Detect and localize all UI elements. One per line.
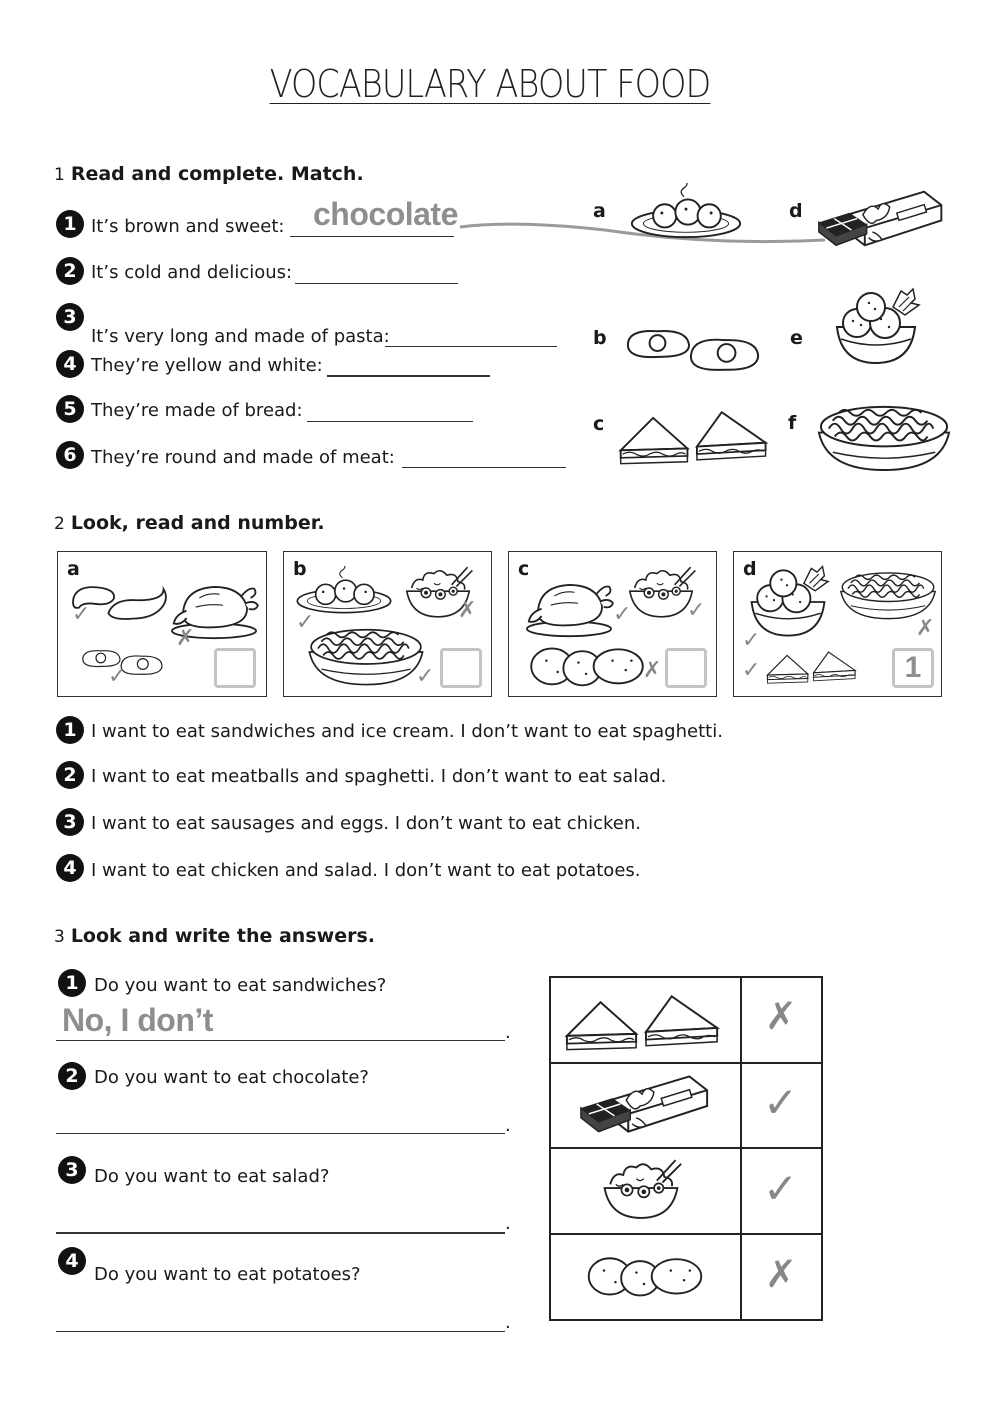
page-title: VOCABULARY ABOUT FOOD [269,62,711,106]
item-6-answer-line[interactable] [402,467,566,468]
period: . [505,1213,511,1234]
tick-mark: ✓ [742,658,761,683]
question-1-text: Do you want to eat sandwiches? [94,975,387,996]
meatballs-icon [628,183,744,241]
section-2-heading: 2 Look, read and number. [54,512,325,534]
box-b-number-input[interactable] [440,648,482,688]
sentence-2-text: I want to eat meatballs and spaghetti. I don’t want to eat salad. [91,766,667,787]
sandwiches-icon [561,992,729,1052]
box-a-letter: a [67,558,80,580]
spaghetti-icon [306,622,426,688]
item-1-text: It’s brown and sweet: [91,216,285,237]
item-1-answer: chocolate [313,196,458,232]
question-3-text: Do you want to eat salad? [94,1166,330,1187]
cross-mark: ✗ [916,616,935,641]
tick-mark: ✓ [72,602,91,627]
item-1-number: 1 [56,210,84,238]
item-1-answer-line[interactable] [290,236,454,237]
item-3-answer-line[interactable] [385,346,557,347]
question-2-number: 2 [58,1062,86,1090]
table-row-divider [551,1062,821,1064]
item-4-text: They’re yellow and white: [91,355,323,376]
section-1-heading: 1 Read and complete. Match. [54,163,364,185]
box-b-letter: b [293,558,307,580]
fried-eggs-icon [620,323,768,373]
cross-mark: ✗ [643,658,662,683]
table-row-divider [551,1233,821,1235]
picture-box-c [508,551,717,697]
sentence-2-number: 2 [56,761,84,789]
sentence-1-number: 1 [56,716,84,744]
question-2-text: Do you want to eat chocolate? [94,1067,369,1088]
tick-mark: ✓ [742,628,761,653]
cross-mark: ✗ [458,598,477,623]
item-4-number: 4 [56,350,84,378]
item-6-number: 6 [56,441,84,469]
question-4-text: Do you want to eat potatoes? [94,1264,361,1285]
section-3-heading: 3 Look and write the answers. [54,925,375,947]
tick-mark: ✓ [613,602,632,627]
sentence-3-text: I want to eat sausages and eggs. I don’t want to eat chicken. [91,813,641,834]
item-6-text: They’re round and made of meat: [91,447,395,468]
question-2-answer-line[interactable] [56,1133,505,1134]
sentence-4-text: I want to eat chicken and salad. I don’t want to eat potatoes. [91,860,641,881]
table-row-4-mark: ✗ [765,1252,797,1296]
box-c-number-input[interactable] [665,648,707,688]
box-a-number-input[interactable] [214,648,256,688]
spaghetti-icon [838,566,938,622]
item-3-number: 3 [56,303,84,331]
chocolate-bar-icon [577,1070,715,1140]
chicken-icon [523,574,615,638]
meatballs-icon [294,566,394,616]
period: . [505,1022,511,1043]
item-5-number: 5 [56,395,84,423]
tick-mark: ✓ [108,664,127,689]
ice-cream-icon [830,287,922,367]
item-2-answer-line[interactable] [295,283,458,284]
picture-box-b [283,551,492,697]
picture-c-letter: c [593,413,605,435]
sandwiches-icon [764,648,862,686]
tick-mark: ✓ [416,664,435,689]
sentence-4-number: 4 [56,854,84,882]
item-2-text: It’s cold and delicious: [91,262,293,283]
question-1-number: 1 [58,969,86,997]
sentence-3-number: 3 [56,808,84,836]
sandwiches-icon [615,408,777,466]
picture-box-d [733,551,942,697]
item-4-answer-line[interactable] [327,375,490,377]
box-d-letter: d [743,558,757,580]
item-5-answer-line[interactable] [307,421,473,422]
item-2-number: 2 [56,257,84,285]
item-5-text: They’re made of bread: [91,400,303,421]
potatoes-icon [583,1246,707,1302]
table-row-2-mark: ✓ [763,1078,799,1127]
box-c-letter: c [518,558,530,580]
question-1-answer: No, I don’t [62,1002,213,1038]
table-row-1-mark: ✗ [765,994,797,1038]
item-3-text: It’s very long and made of pasta: [91,326,390,347]
question-1-answer-line[interactable] [56,1040,505,1041]
chocolate-bar-icon [815,186,949,253]
period: . [505,1115,511,1136]
question-3-answer-line[interactable] [56,1232,505,1234]
picture-f-letter: f [788,412,797,434]
question-4-number: 4 [58,1247,86,1275]
tick-mark: ✓ [687,598,706,623]
cross-mark: ✗ [176,626,195,651]
question-3-number: 3 [58,1156,86,1184]
picture-a-letter: a [593,200,606,222]
table-row-3-mark: ✓ [763,1164,799,1213]
sentence-1-text: I want to eat sandwiches and ice cream. I don’t want to eat spaghetti. [91,721,723,742]
period: . [505,1312,511,1333]
food-table [549,976,823,1321]
potatoes-icon [525,638,649,690]
picture-box-a [57,551,267,697]
picture-e-letter: e [790,327,803,349]
box-d-number-input[interactable]: 1 [892,648,934,688]
tick-mark: ✓ [296,610,315,635]
picture-d-letter: d [789,200,803,222]
spaghetti-icon [815,398,953,474]
picture-b-letter: b [593,327,607,349]
salad-bowl-icon [599,1156,683,1222]
table-row-divider [551,1147,821,1149]
question-4-answer-line[interactable] [56,1331,505,1332]
